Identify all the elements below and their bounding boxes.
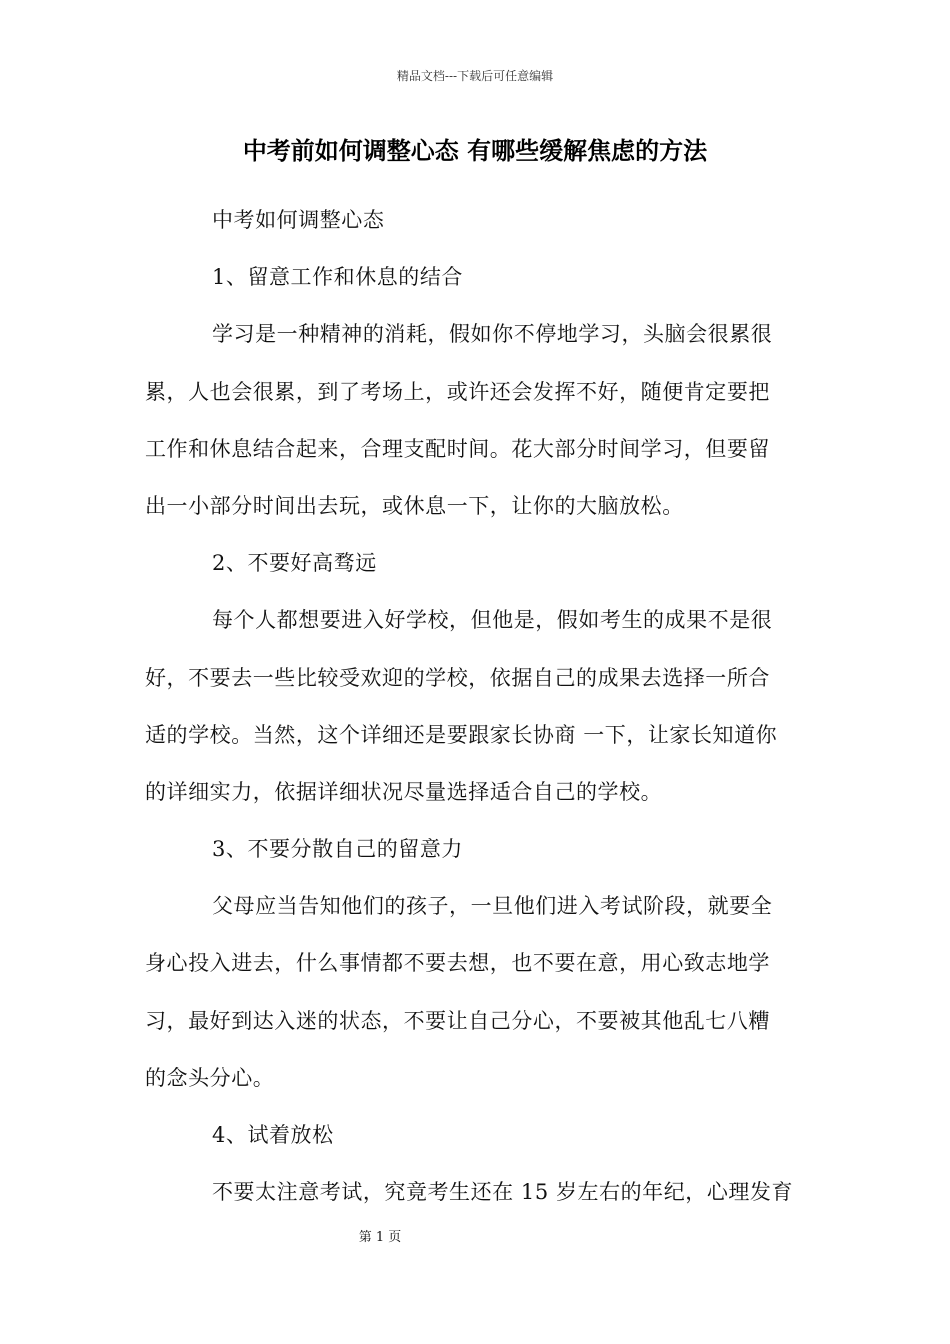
header-note: 精品文档---下载后可任意编辑 [396, 69, 554, 83]
body-line: 身心投入进去，什么事情都不要去想，也不要在意，用心致志地学 [145, 951, 770, 976]
body-line: 3、不要分散自己的留意力 [212, 837, 463, 862]
body-line: 适的学校。当然，这个详细还是要跟家长协商 一下，让家长知道你 [145, 722, 778, 747]
body-line: 1、留意工作和休息的结合 [212, 265, 463, 290]
body-line: 的念头分心。 [145, 1065, 275, 1090]
body-line: 中考如何调整心态 [212, 208, 385, 232]
body-line: 工作和休息结合起来，合理支配时间。花大部分时间学习，但要留 [145, 436, 770, 461]
body-line: 4、试着放松 [212, 1123, 334, 1147]
body-line: 累，人也会很累，到了考场上，或许还会发挥不好，随便肯定要把 [145, 379, 770, 404]
body-line: 学习是一种精神的消耗，假如你不停地学习，头脑会很累很 [212, 322, 773, 347]
body-line: 不要太注意考试，究竟考生还在 15 岁左右的年纪，心理发育 [212, 1180, 794, 1205]
document-title: 中考前如何调整心态 有哪些缓解焦虑的方法 [242, 136, 708, 165]
page-number: 第 1 页 [358, 1230, 402, 1245]
body-line: 出一小部分时间出去玩，或休息一下，让你的大脑放松。 [145, 493, 684, 518]
body-line: 的详细实力，依据详细状况尽量选择适合自己的学校。 [145, 779, 663, 804]
body-line: 好，不要去一些比较受欢迎的学校，依据自己的成果去选择一所合 [145, 665, 770, 690]
body-line: 父母应当告知他们的孩子，一旦他们进入考试阶段，就要全 [212, 894, 773, 919]
document-body [145, 192, 807, 1221]
body-line: 2、不要好高骛远 [212, 551, 377, 576]
body-line: 习，最好到达入迷的状态，不要让自己分心，不要被其他乱七八糟 [145, 1008, 770, 1033]
body-line: 每个人都想要进入好学校，但他是，假如考生的成果不是很 [212, 608, 773, 633]
